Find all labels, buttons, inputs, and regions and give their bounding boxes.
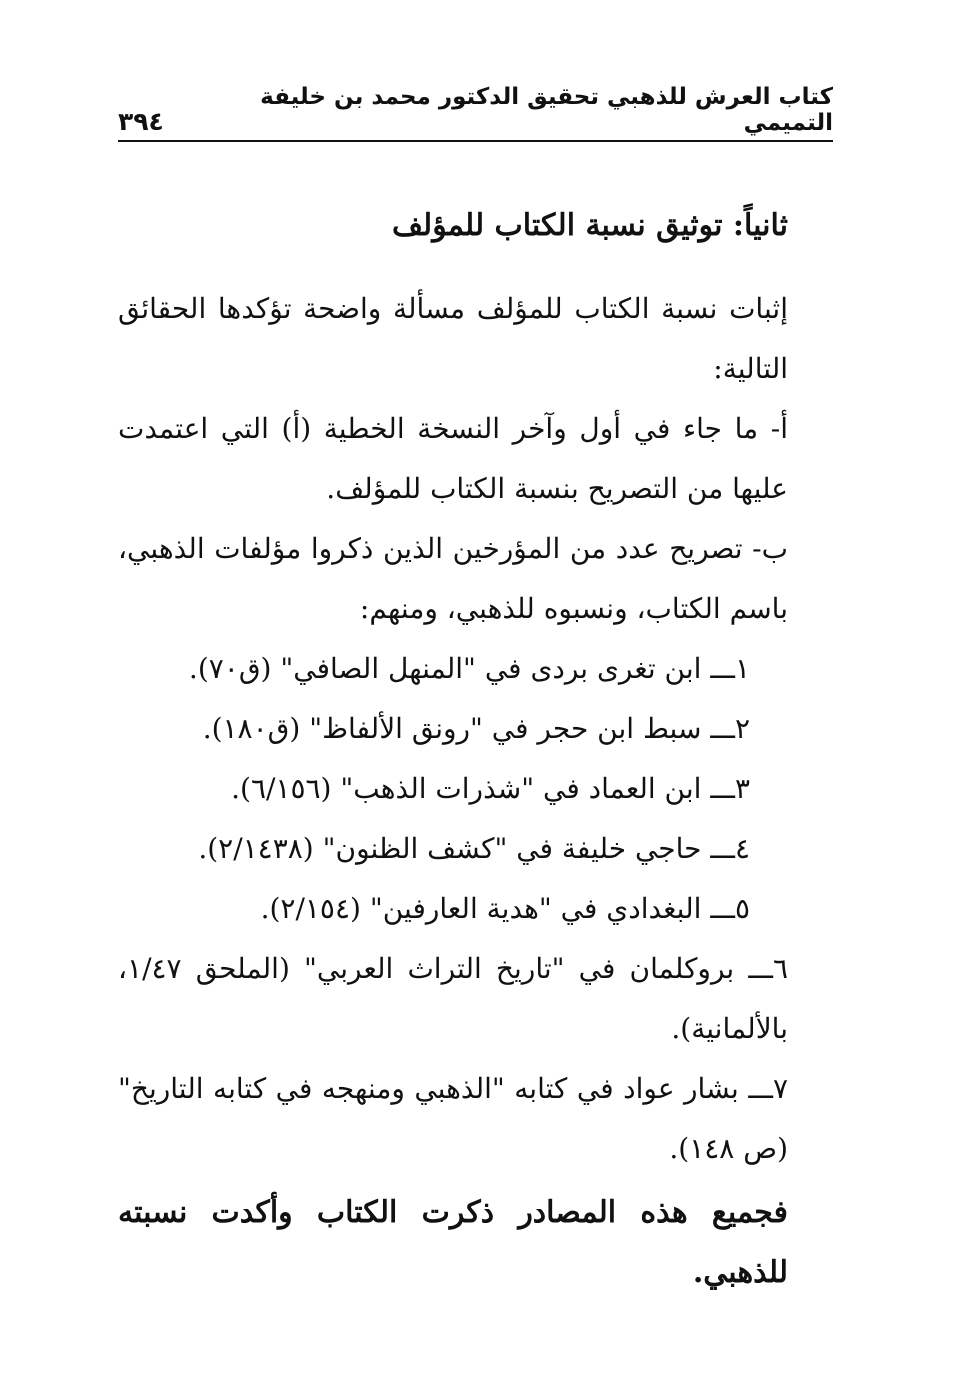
source-item-2: ٢ـــ سبط ابن حجر في "رونق الألفاظ" (ق١٨٠). bbox=[202, 712, 750, 745]
source-item-3: ٣ـــ ابن العماد في "شذرات الذهب" (٦/١٥٦). bbox=[231, 772, 750, 805]
point-b-paragraph: ب- تصريح عدد من المؤرخين الذين ذكروا مؤلفات الذهبي، باسم الكتاب، ونسبوه للذهبي، ومنهم: bbox=[118, 532, 788, 625]
page-body bbox=[118, 195, 833, 1303]
source-item-7: ٧ـــ بشار عواد في كتابه "الذهبي ومنهجه في كتابه التاريخ" (ص ١٤٨). bbox=[118, 1072, 788, 1165]
point-a-paragraph: أ- ما جاء في أول وآخر النسخة الخطية (أ) التي اعتمدت عليها من التصريح بنسبة الكتاب للمؤلف. bbox=[118, 412, 788, 505]
running-header bbox=[118, 84, 833, 136]
header-rule bbox=[118, 140, 833, 142]
source-item-6: ٦ـــ بروكلمان في "تاريخ التراث العربي" (الملحق ١/٤٧، بالألمانية). bbox=[118, 952, 788, 1045]
source-item-4: ٤ـــ حاجي خليفة في "كشف الظنون" (٢/١٤٣٨). bbox=[198, 832, 750, 865]
source-item-5: ٥ـــ البغدادي في "هدية العارفين" (٢/١٥٤). bbox=[260, 892, 750, 925]
section-heading: ثانياً: توثيق نسبة الكتاب للمؤلف bbox=[392, 208, 788, 243]
intro-paragraph: إثبات نسبة الكتاب للمؤلف مسألة واضحة تؤكدها الحقائق التالية: bbox=[118, 292, 788, 385]
conclusion-paragraph: فجميع هذه المصادر ذكرت الكتاب وأكدت نسبته للذهبي. bbox=[118, 1195, 788, 1290]
page-number: ٣٩٤ bbox=[118, 107, 164, 136]
running-title: كتاب العرش للذهبي تحقيق الدكتور محمد بن خليفة التميمي bbox=[260, 84, 833, 136]
source-item-1: ١ـــ ابن تغرى بردى في "المنهل الصافي" (ق٧٠). bbox=[188, 652, 750, 685]
